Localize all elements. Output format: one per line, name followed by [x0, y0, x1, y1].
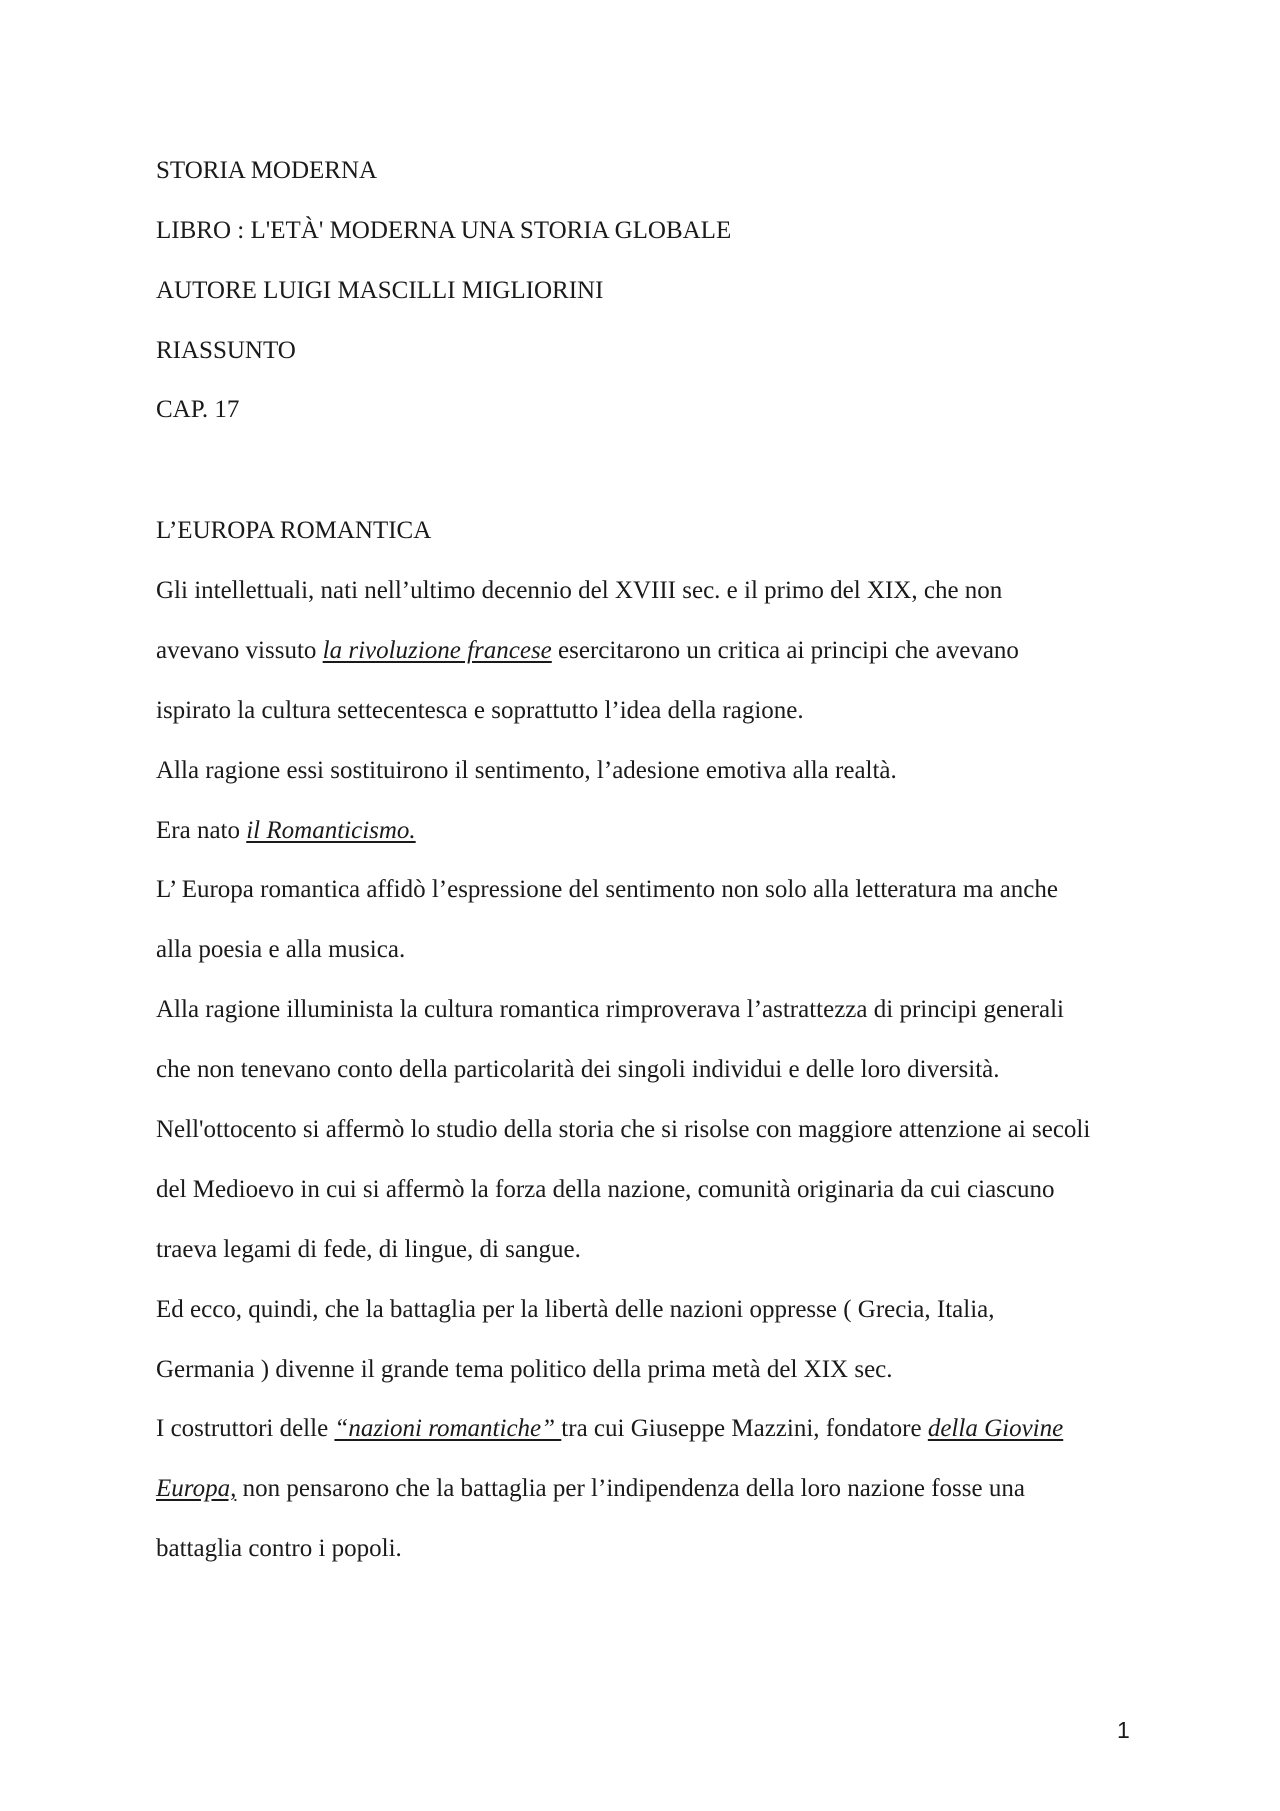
text-span: tra cui Giuseppe Mazzini, fondatore: [561, 1415, 928, 1442]
paragraph-line: Alla ragione illuminista la cultura romantica rimproverava l’astrattezza di principi generali: [156, 996, 1064, 1023]
paragraph-line: Gli intellettuali, nati nell’ultimo decennio del XVIII sec. e il primo del XIX, che non: [156, 577, 1003, 604]
page-number: 1: [1117, 1717, 1130, 1743]
book-title: LIBRO : L'ETÀ' MODERNA UNA STORIA GLOBALE: [156, 217, 732, 244]
paragraph-line: Alla ragione essi sostituirono il sentimento, l’adesione emotiva alla realtà.: [156, 757, 897, 784]
text-span: I costruttori delle: [156, 1415, 335, 1442]
paragraph-line: Ed ecco, quindi, che la battaglia per la libertà delle nazioni oppresse ( Grecia, Italia,: [156, 1296, 995, 1323]
link-nazioni-romantiche[interactable]: “nazioni romantiche”: [334, 1415, 562, 1442]
text-span: Era nato: [156, 817, 247, 844]
text-span: avevano vissuto: [156, 637, 323, 664]
link-rivoluzione-francese[interactable]: la rivoluzione francese: [322, 637, 552, 664]
paragraph-line: [156, 1474, 1025, 1504]
section-title: L’EUROPA ROMANTICA: [156, 517, 432, 544]
paragraph-line: che non tenevano conto della particolarità dei singoli individui e delle loro diversità.: [156, 1056, 1000, 1083]
paragraph-line: del Medioevo in cui si affermò la forza della nazione, comunità originaria da cui ciascuno: [156, 1176, 1055, 1203]
link-giovine-europa-cont[interactable]: Europa,: [156, 1475, 237, 1502]
paragraph-line: [156, 816, 416, 846]
link-giovine-europa[interactable]: della Giovine: [927, 1415, 1064, 1442]
link-romanticismo[interactable]: il Romanticismo.: [246, 817, 416, 844]
paragraph-line: traeva legami di fede, di lingue, di sangue.: [156, 1236, 581, 1263]
text-span: esercitarono un critica ai principi che avevano: [551, 637, 1019, 664]
paragraph-line: battaglia contro i popoli.: [156, 1535, 402, 1562]
paragraph-line: alla poesia e alla musica.: [156, 936, 406, 963]
paragraph-line: [156, 1414, 1063, 1444]
paragraph-line: L’ Europa romantica affidò l’espressione del sentimento non solo alla letteratura ma anche: [156, 876, 1059, 903]
paragraph-line: Germania ) divenne il grande tema politico della prima metà del XIX sec.: [156, 1356, 893, 1383]
text-span: non pensarono che la battaglia per l’indipendenza della loro nazione fosse una: [236, 1475, 1025, 1502]
paragraph-line: Nell'ottocento si affermò lo studio della storia che si risolse con maggiore attenzione ai secoli: [156, 1116, 1091, 1143]
paragraph-line: [156, 636, 1019, 666]
document-type: RIASSUNTO: [156, 337, 296, 364]
paragraph-line: ispirato la cultura settecentesca e soprattutto l’idea della ragione.: [156, 697, 804, 724]
course-title: STORIA MODERNA: [156, 157, 378, 184]
chapter-label: CAP. 17: [156, 396, 240, 423]
author-line: AUTORE LUIGI MASCILLI MIGLIORINI: [156, 277, 604, 304]
